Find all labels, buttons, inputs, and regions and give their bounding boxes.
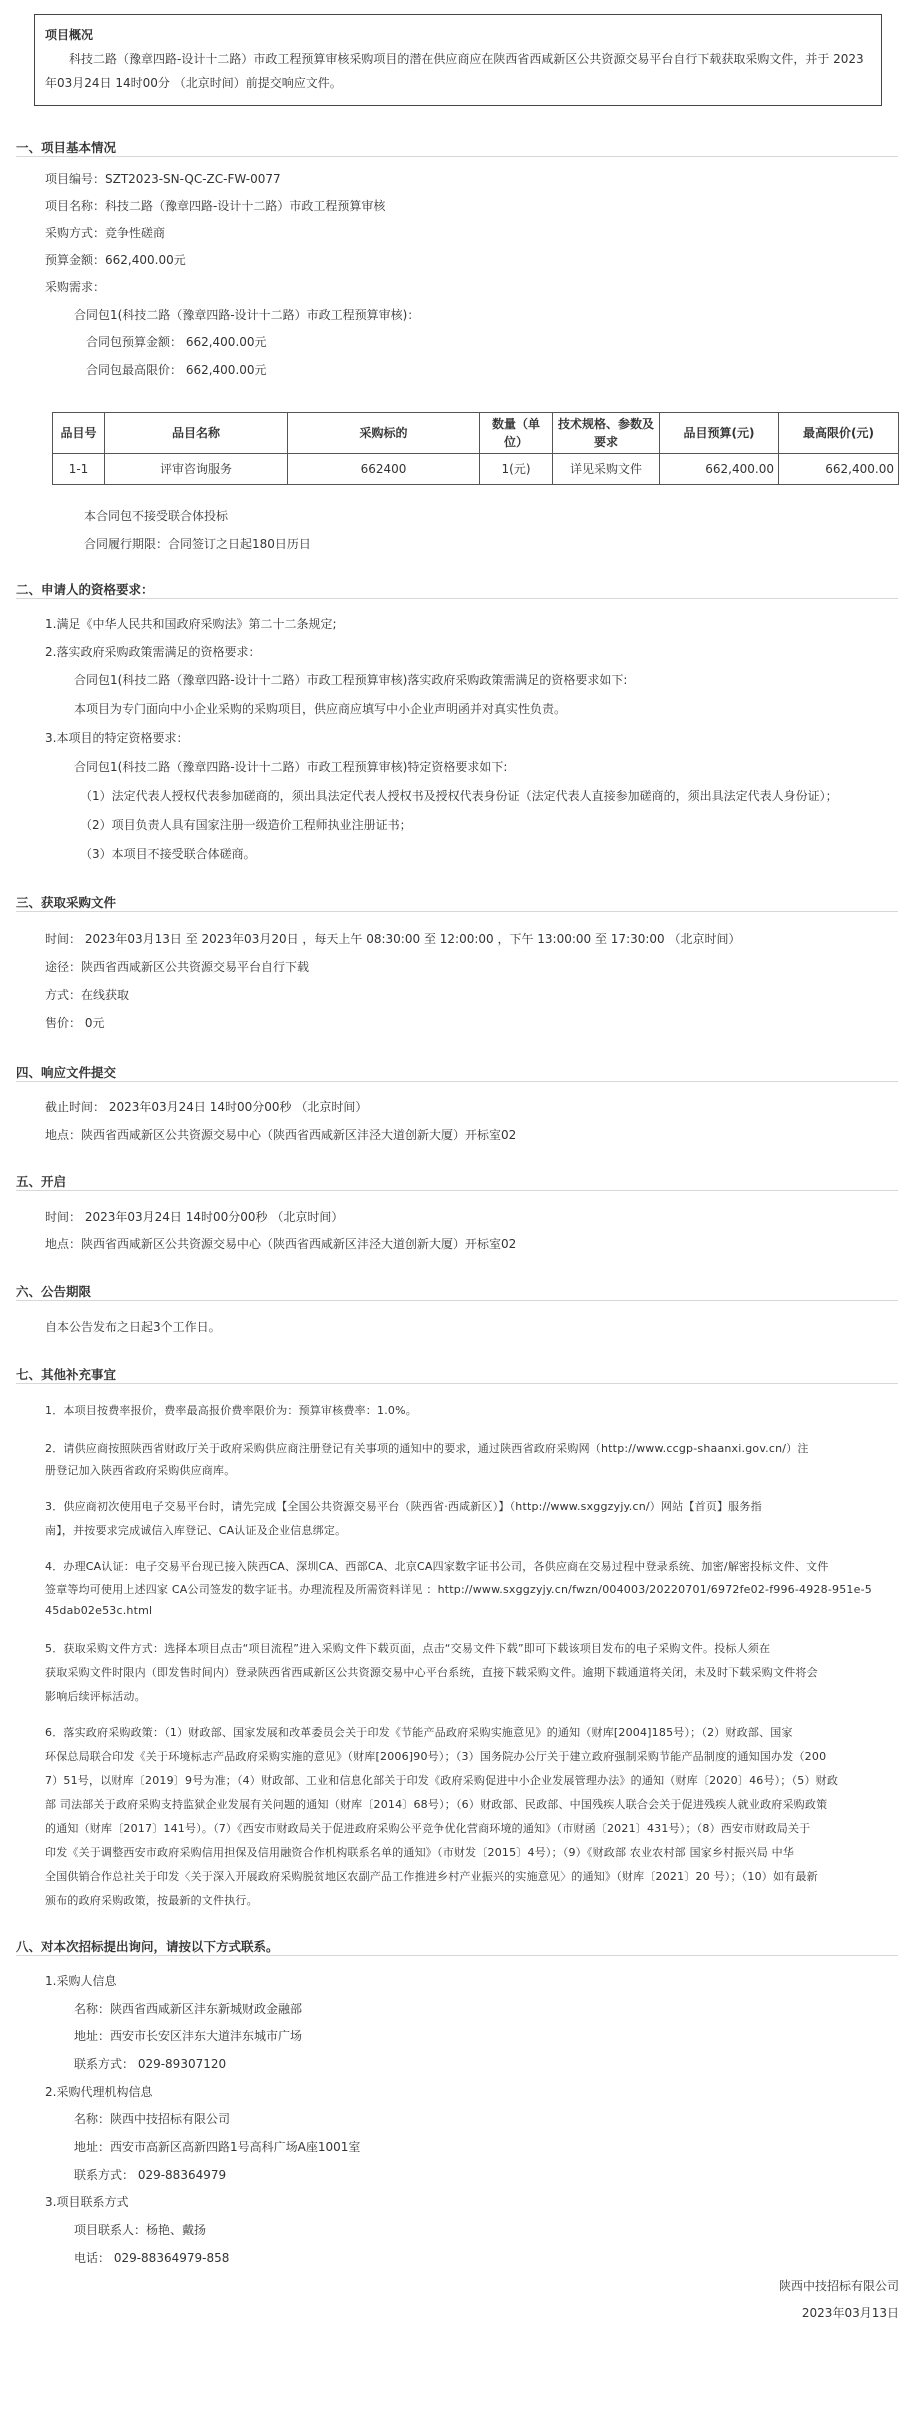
- section-4-heading: 四、响应文件提交: [16, 1065, 117, 1080]
- package-title: 合同包1(科技二路（豫章四路-设计十二路）市政工程预算审核)：: [74, 308, 420, 322]
- table-cell: 1(元): [480, 454, 553, 485]
- table-header: 品目预算(元): [660, 413, 779, 454]
- table-header: 数量（单位）: [480, 413, 553, 454]
- project-code: 项目编号：SZT2023-SN-QC-ZC-FW-0077: [45, 172, 281, 186]
- purchaser-name: 名称：陕西省西咸新区沣东新城财政金融部: [74, 2002, 303, 2016]
- project-contact-person: 项目联系人：杨艳、戴扬: [74, 2223, 207, 2237]
- supplement-3-line-1: 3．供应商初次使用电子交易平台时，请先完成【全国公共资源交易平台（陕西省·西咸新区）】（http://www.sxggzyjy.cn/）网站【首页】服务指: [45, 1500, 762, 1513]
- supplement-5-line-2: 获取采购文件时限内（即发售时间内）登录陕西省西咸新区公共资源交易中心平台系统，直接下载采购文件。逾期下载通道将关闭，未及时下载采购文件将会: [45, 1666, 818, 1679]
- project-contact-title: 3.项目联系方式: [45, 2195, 129, 2209]
- supplement-2-line-1: 2．请供应商按照陕西省财政厅关于政府采购供应商注册登记有关事项的通知中的要求，通过陕西省政府采购网（http://www.ccgp-shaanxi.gov.cn/）注: [45, 1442, 809, 1455]
- qualification-2-detail: 本项目为专门面向中小企业采购的采购项目，供应商应填写中小企业声明函并对真实性负责。: [74, 702, 567, 716]
- procurement-method: 采购方式：竞争性磋商: [45, 226, 166, 240]
- no-union-note: 本合同包不接受联合体投标: [84, 509, 229, 523]
- supplement-6-line-1: 6．落实政府采购政策：（1）财政部、国家发展和改革委员会关于印发《节能产品政府采购实施意见》的通知（财库[2004]185号）；（2）财政部、国家: [45, 1726, 793, 1739]
- project-name: 项目名称：科技二路（豫章四路-设计十二路）市政工程预算审核: [45, 199, 386, 213]
- signature-company: 陕西中技招标有限公司: [778, 2279, 899, 2293]
- table-header: 品目名称: [105, 413, 288, 454]
- purchaser-info-title: 1.采购人信息: [45, 1974, 117, 1988]
- supplement-5-line-3: 影响后续评标活动。: [45, 1690, 146, 1703]
- table-cell: 1-1: [53, 454, 105, 485]
- section-2-heading: 二、申请人的资格要求：: [16, 582, 154, 597]
- items-table: [52, 412, 899, 485]
- supplement-6-line-2: 环保总局联合印发《关于环境标志产品政府采购实施的意见》（财库[2006]90号）；（3）国务院办公厅关于建立政府强制采购节能产品制度的通知国办发（200: [45, 1750, 827, 1763]
- agency-name: 名称：陕西中技招标有限公司: [74, 2112, 231, 2126]
- contract-period: 合同履行期限：合同签订之日起180日历日: [84, 537, 311, 551]
- supplement-6-line-5: 的通知（财库〔2017〕141号）。（7）《西安市财政局关于促进政府采购公平竞争优化营商环境的通知》（市财函〔2021〕431号）；（8）西安市财政局关于: [45, 1822, 811, 1835]
- supplement-4-line-1: 4．办理CA认证：电子交易平台现已接入陕西CA、深圳CA、西部CA、北京CA四家数字证书公司，各供应商在交易过程中登录系统、加密/解密投标文件、文件: [45, 1560, 829, 1573]
- project-contact-phone: 电话： 029-88364979-858: [74, 2251, 230, 2265]
- submit-place: 地点：陕西省西咸新区公共资源交易中心（陕西省西咸新区沣泾大道创新大厦）开标室02: [45, 1128, 517, 1142]
- supplement-5-line-1: 5．获取采购文件方式：选择本项目点击“项目流程”进入采购文件下载页面，点击“交易文件下载”即可下载该项目发布的电子采购文件。投标人须在: [45, 1642, 771, 1655]
- open-place: 地点：陕西省西咸新区公共资源交易中心（陕西省西咸新区沣泾大道创新大厦）开标室02: [45, 1237, 517, 1251]
- agency-info-title: 2.采购代理机构信息: [45, 2085, 153, 2099]
- package-max-price: 合同包最高限价： 662,400.00元: [86, 363, 267, 377]
- table-header: 采购标的: [288, 413, 480, 454]
- table-cell: 662,400.00: [779, 454, 899, 485]
- agency-address: 地址：西安市高新区高新四路1号高科广场A座1001室: [74, 2140, 361, 2154]
- supplement-3-line-2: 南】，并按要求完成诚信入库登记、CA认证及企业信息绑定。: [45, 1524, 347, 1537]
- divider: [16, 1081, 898, 1082]
- divider: [16, 1300, 898, 1301]
- supplement-6-line-4: 部 司法部关于政府采购支持监狱企业发展有关问题的通知（财库〔2014〕68号）；（6）财政部、民政部、中国残疾人联合会关于促进残疾人就业政府采购政策: [45, 1798, 828, 1811]
- submit-deadline: 截止时间： 2023年03月24日 14时00分00秒 （北京时间）: [45, 1100, 368, 1114]
- divider: [16, 1955, 898, 1956]
- obtain-mode: 方式：在线获取: [45, 988, 130, 1002]
- purchaser-contact: 联系方式： 029-89307120: [74, 2057, 227, 2071]
- table-cell: 详见采购文件: [553, 454, 660, 485]
- section-6-heading: 六、公告期限: [16, 1284, 92, 1299]
- table-header: 品目号: [53, 413, 105, 454]
- obtain-time: 时间： 2023年03月13日 至 2023年03月20日 ，每天上午 08:30:00 至 12:00:00 ，下午 13:00:00 至 17:30:00 （北京时间）: [45, 932, 741, 946]
- table-cell: 662,400.00: [660, 454, 779, 485]
- qualification-2: 2.落实政府采购政策需满足的资格要求：: [45, 645, 261, 659]
- section-7-heading: 七、其他补充事宜: [16, 1367, 117, 1382]
- qualification-2-package: 合同包1(科技二路（豫章四路-设计十二路）市政工程预算审核)落实政府采购政策需满足的资格要求如下:: [74, 673, 628, 687]
- table-header: 最高限价(元): [779, 413, 899, 454]
- divider: [16, 156, 898, 157]
- package-budget: 合同包预算金额： 662,400.00元: [86, 335, 267, 349]
- supplement-4-line-3: 45dab02e53c.html: [45, 1604, 153, 1617]
- project-overview-box: [34, 14, 882, 106]
- overview-title: 项目概况: [45, 28, 94, 42]
- table-row: [53, 454, 899, 485]
- divider: [16, 1383, 898, 1384]
- qualification-3-item-3: （3）本项目不接受联合体磋商。: [80, 847, 256, 861]
- budget-amount: 预算金额：662,400.00元: [45, 253, 186, 267]
- divider: [16, 911, 898, 912]
- table-header-row: [53, 413, 899, 454]
- obtain-price: 售价： 0元: [45, 1016, 105, 1030]
- notice-period: 自本公告发布之日起3个工作日。: [45, 1320, 221, 1334]
- supplement-6-line-3: 7）51号，以财库〔2019〕9号为准；（4）财政部、工业和信息化部关于印发《政府采购促进中小企业发展管理办法》的通知（财库〔2020〕46号）；（5）财政: [45, 1774, 839, 1787]
- table-header: 技术规格、参数及要求: [553, 413, 660, 454]
- supplement-1: 1．本项目按费率报价，费率最高报价费率限价为：预算审核费率：1.0%。: [45, 1404, 417, 1417]
- section-1-heading: 一、项目基本情况: [16, 140, 117, 155]
- supplement-6-line-7: 全国供销合作总社关于印发〈关于深入开展政府采购脱贫地区农副产品工作推进乡村产业振兴的实施意见〉的通知》（财库〔2021〕20 号）；（10）如有最新: [45, 1870, 818, 1883]
- qualification-3-item-1: （1）法定代表人授权代表参加磋商的，须出具法定代表人授权书及授权代表身份证（法定代表人直接参加磋商的，须出具法定代表人身份证）；: [80, 789, 838, 803]
- supplement-6-line-8: 颁布的政府采购政策，按最新的文件执行。: [45, 1894, 258, 1907]
- overview-text: 科技二路（豫章四路-设计十二路）市政工程预算审核采购项目的潜在供应商应在陕西省西咸新区公共资源交易平台自行下载获取采购文件，并于 2023年03月24日 14时00分 （北京时间）前提交响应文件。: [45, 52, 864, 90]
- signature-date: 2023年03月13日: [801, 2306, 899, 2320]
- supplement-6-line-6: 印发《关于调整西安市政府采购信用担保及信用融资合作机构联系名单的通知》（市财发〔2015〕4号）；（9）《财政部 农业农村部 国家乡村振兴局 中华: [45, 1846, 795, 1859]
- divider: [16, 598, 898, 599]
- section-8-heading: 八、对本次招标提出询问，请按以下方式联系。: [16, 1939, 279, 1954]
- supplement-4-line-2: 签章等均可使用上述四家 CA公司签发的数字证书。办理流程及所需资料详见 ：http://www.sxggzyjy.cn/fwzn/004003/20220701/6972fe02-f996-4928-951e-5: [45, 1583, 872, 1596]
- procurement-demand: 采购需求：: [45, 280, 106, 294]
- table-cell: 662400: [288, 454, 480, 485]
- agency-contact: 联系方式： 029-88364979: [74, 2168, 227, 2182]
- qualification-1: 1.满足《中华人民共和国政府采购法》第二十二条规定;: [45, 617, 337, 631]
- divider: [16, 1190, 898, 1191]
- table-cell: 评审咨询服务: [105, 454, 288, 485]
- qualification-3: 3.本项目的特定资格要求：: [45, 731, 189, 745]
- purchaser-address: 地址：西安市长安区沣东大道沣东城市广场: [74, 2029, 303, 2043]
- section-3-heading: 三、获取采购文件: [16, 895, 117, 910]
- supplement-2-line-2: 册登记加入陕西省政府采购供应商库。: [45, 1464, 236, 1477]
- obtain-way: 途径：陕西省西咸新区公共资源交易平台自行下载: [45, 960, 310, 974]
- section-5-heading: 五、开启: [16, 1174, 67, 1189]
- qualification-3-item-2: （2）项目负责人具有国家注册一级造价工程师执业注册证书；: [80, 818, 412, 832]
- qualification-3-package: 合同包1(科技二路（豫章四路-设计十二路）市政工程预算审核)特定资格要求如下:: [74, 760, 508, 774]
- open-time: 时间： 2023年03月24日 14时00分00秒 （北京时间）: [45, 1210, 344, 1224]
